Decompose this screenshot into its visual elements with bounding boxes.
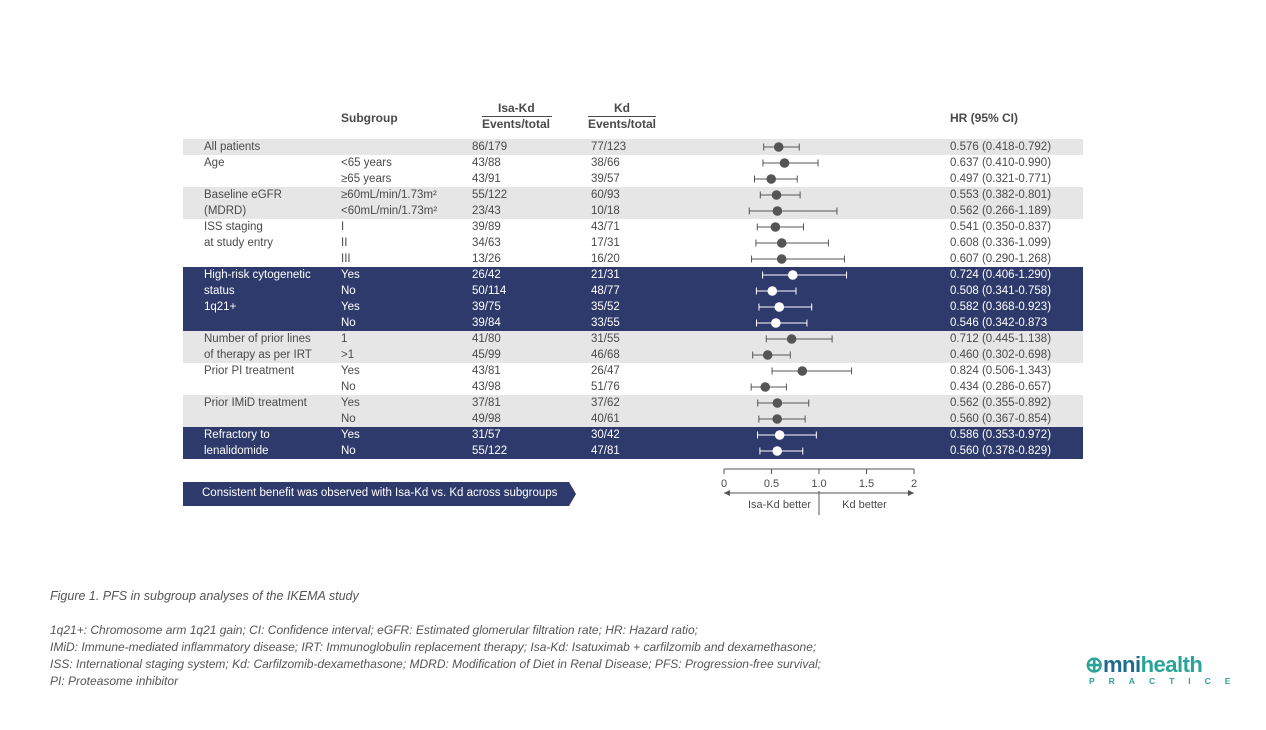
row-kd-events: 21/31 [591, 269, 620, 281]
hr-point [773, 398, 783, 408]
row-isa-events: 39/75 [472, 301, 501, 313]
table-row [183, 363, 1083, 379]
table-row [183, 235, 1083, 251]
header-isa-events: Events/total [482, 117, 551, 131]
row-hr-ci: 0.637 (0.410-0.990) [950, 157, 1052, 169]
row-hr-ci: 0.824 (0.506-1.343) [950, 365, 1052, 377]
row-label: of therapy as per IRT [204, 349, 312, 361]
ci-marker [758, 430, 817, 440]
hr-point [773, 206, 783, 216]
row-isa-events: 55/122 [472, 445, 508, 457]
row-kd-events: 16/20 [591, 253, 620, 265]
table-row [183, 251, 1083, 267]
table-row [183, 427, 1083, 443]
row-hr-ci: 0.562 (0.355-0.892) [950, 397, 1052, 409]
table-row [183, 315, 1083, 331]
hr-point [767, 286, 777, 296]
table-row [183, 171, 1083, 187]
ci-marker [766, 334, 832, 344]
footnote-line-4: PI: Proteasome inhibitor [50, 674, 179, 688]
row-isa-events: 41/80 [472, 333, 501, 345]
row-hr-ci: 0.562 (0.266-1.189) [950, 205, 1052, 217]
row-hr-ci: 0.508 (0.341-0.758) [950, 285, 1052, 297]
ci-marker [756, 286, 796, 296]
ci-marker [753, 350, 791, 360]
logo-highlight: health [1140, 652, 1203, 677]
row-label: 1q21+ [204, 301, 237, 313]
row-kd-events: 47/81 [591, 445, 620, 457]
row-kd-events: 48/77 [591, 285, 620, 297]
row-kd-events: 31/55 [591, 333, 620, 345]
row-hr-ci: 0.607 (0.290-1.268) [950, 253, 1052, 265]
row-kd-events: 30/42 [591, 429, 620, 441]
table-row [183, 267, 1083, 283]
row-isa-events: 26/42 [472, 269, 501, 281]
row-hr-ci: 0.576 (0.418-0.792) [950, 141, 1052, 153]
table-row [183, 443, 1083, 459]
hr-point [775, 430, 785, 440]
hr-point [771, 318, 781, 328]
hr-point [763, 350, 773, 360]
table-row [183, 283, 1083, 299]
ci-marker [772, 366, 852, 376]
row-subgroup: <60mL/min/1.73m² [341, 205, 438, 217]
ci-marker [752, 254, 845, 264]
omnihealth-logo [1085, 652, 1244, 686]
row-hr-ci: 0.724 (0.406-1.290) [950, 269, 1052, 281]
x-tick-label: 2 [910, 478, 918, 490]
right-direction-label: Kd better [842, 499, 887, 511]
row-hr-ci: 0.608 (0.336-1.099) [950, 237, 1052, 249]
row-isa-events: 86/179 [472, 141, 508, 153]
table-row [183, 139, 1083, 155]
row-label: Baseline eGFR [204, 189, 282, 201]
row-subgroup: Yes [341, 429, 360, 441]
logo-subtitle: PRACTICE [1089, 676, 1245, 686]
row-isa-events: 55/122 [472, 189, 508, 201]
table-row [183, 411, 1083, 427]
hr-point [777, 238, 787, 248]
row-hr-ci: 0.560 (0.367-0.854) [950, 413, 1052, 425]
row-label: All patients [204, 141, 261, 153]
row-hr-ci: 0.712 (0.445-1.138) [950, 333, 1052, 345]
table-row [183, 155, 1083, 171]
hr-point [797, 366, 807, 376]
hr-point [772, 446, 782, 456]
forest-plot [700, 139, 940, 469]
header-isa-kd: Isa-Kd [498, 101, 535, 115]
row-isa-events: 45/99 [472, 349, 501, 361]
row-hr-ci: 0.553 (0.382-0.801) [950, 189, 1052, 201]
header-hr: HR (95% CI) [950, 111, 1019, 125]
row-isa-events: 37/81 [472, 397, 501, 409]
row-subgroup: 1 [341, 333, 348, 345]
row-isa-events: 43/91 [472, 173, 501, 185]
row-subgroup: No [341, 285, 356, 297]
row-subgroup: ≥60mL/min/1.73m² [341, 189, 437, 201]
ci-marker [756, 238, 828, 248]
row-label: (MDRD) [204, 205, 247, 217]
x-tick-label: 1.0 [811, 478, 827, 490]
row-isa-events: 34/63 [472, 237, 501, 249]
row-isa-events: 39/84 [472, 317, 501, 329]
row-isa-events: 49/98 [472, 413, 501, 425]
row-subgroup: No [341, 317, 356, 329]
row-isa-events: 23/43 [472, 205, 501, 217]
ci-marker [757, 222, 803, 232]
ci-marker [759, 414, 805, 424]
x-tick-label: 1.5 [858, 478, 875, 490]
row-subgroup: Yes [341, 397, 360, 409]
hr-point [771, 222, 781, 232]
row-subgroup: No [341, 445, 356, 457]
logo-prefix: mni [1102, 652, 1141, 677]
row-kd-events: 46/68 [591, 349, 620, 361]
hr-point [787, 334, 797, 344]
row-kd-events: 17/31 [591, 237, 620, 249]
table-row [183, 219, 1083, 235]
hr-point [760, 382, 770, 392]
row-kd-events: 10/18 [591, 205, 620, 217]
ci-marker [758, 398, 809, 408]
row-subgroup: <65 years [341, 157, 392, 169]
row-subgroup: No [341, 413, 356, 425]
row-label: Prior PI treatment [204, 365, 295, 377]
footnote-line-2: IMiD: Immune-mediated inflammatory disease; IRT: Immunoglobulin replacement therapy; Isa-Kd: Isatuximab + carfilzomib and dexamethasone; [50, 640, 817, 654]
row-label: Prior IMiD treatment [204, 397, 307, 409]
table-row [183, 203, 1083, 219]
row-isa-events: 39/89 [472, 221, 501, 233]
forest-axis [700, 465, 940, 515]
ci-marker [763, 270, 847, 280]
hr-point [780, 158, 790, 168]
arrow-right-icon [908, 490, 914, 496]
row-isa-events: 13/26 [472, 253, 501, 265]
row-label: High-risk cytogenetic [204, 269, 311, 281]
row-hr-ci: 0.541 (0.350-0.837) [950, 221, 1052, 233]
row-label: Number of prior lines [204, 333, 311, 345]
table-row [183, 347, 1083, 363]
header-kd: Kd [614, 101, 630, 115]
row-label: ISS staging [204, 221, 263, 233]
row-kd-events: 43/71 [591, 221, 620, 233]
table-row [183, 187, 1083, 203]
logo-glyph-icon: ⊕ [1085, 652, 1103, 677]
ci-marker [763, 158, 818, 168]
row-hr-ci: 0.546 (0.342-0.873 [950, 317, 1048, 329]
table-row [183, 299, 1083, 315]
row-label: at study entry [204, 237, 274, 249]
row-kd-events: 33/55 [591, 317, 620, 329]
figure-caption: Figure 1. PFS in subgroup analyses of the IKEMA study [50, 589, 359, 603]
hr-point [774, 302, 784, 312]
hr-point [777, 254, 787, 264]
hr-point [766, 174, 776, 184]
row-label: status [204, 285, 235, 297]
row-kd-events: 60/93 [591, 189, 620, 201]
row-kd-events: 77/123 [591, 141, 627, 153]
arrow-left-icon [724, 490, 730, 496]
footnote-line-1: 1q21+: Chromosome arm 1q21 gain; CI: Confidence interval; eGFR: Estimated glomerular filtration rate; HR: Hazard ratio; [50, 623, 698, 637]
left-direction-label: Isa-Kd better [748, 499, 811, 511]
header-subgroup: Subgroup [341, 111, 398, 125]
table-row [183, 395, 1083, 411]
row-isa-events: 43/98 [472, 381, 501, 393]
footnote-line-3: ISS: International staging system; Kd: Carfilzomib-dexamethasone; MDRD: Modification of Diet in Renal Disease; PFS: Progression-free survival; [50, 657, 821, 671]
row-hr-ci: 0.582 (0.368-0.923) [950, 301, 1052, 313]
header-kd-events: Events/total [588, 117, 657, 131]
ci-marker [760, 446, 803, 456]
ci-marker [764, 142, 800, 152]
row-subgroup: Yes [341, 365, 360, 377]
hr-point [788, 270, 798, 280]
row-subgroup: No [341, 381, 356, 393]
row-label: lenalidomide [204, 445, 269, 457]
row-kd-events: 40/61 [591, 413, 620, 425]
table-row [183, 331, 1083, 347]
hr-point [774, 142, 784, 152]
row-kd-events: 26/47 [591, 365, 620, 377]
row-hr-ci: 0.560 (0.378-0.829) [950, 445, 1052, 457]
row-isa-events: 50/114 [472, 285, 507, 297]
row-label: Refractory to [204, 429, 270, 441]
x-tick-label: 0.5 [763, 478, 780, 490]
row-hr-ci: 0.586 (0.353-0.972) [950, 429, 1052, 441]
row-kd-events: 35/52 [591, 301, 620, 313]
row-kd-events: 38/66 [591, 157, 620, 169]
row-subgroup: Yes [341, 269, 360, 281]
summary-banner-text: Consistent benefit was observed with Isa-Kd vs. Kd across subgroups [202, 487, 558, 499]
row-subgroup: >1 [341, 349, 355, 361]
row-kd-events: 39/57 [591, 173, 620, 185]
ci-marker [754, 174, 797, 184]
row-hr-ci: 0.497 (0.321-0.771) [950, 173, 1052, 185]
table-row [183, 379, 1083, 395]
row-subgroup: II [341, 237, 348, 249]
hr-point [772, 414, 782, 424]
ci-marker [760, 190, 800, 200]
row-isa-events: 31/57 [472, 429, 501, 441]
row-subgroup: I [341, 221, 345, 233]
row-kd-events: 51/76 [591, 381, 620, 393]
row-subgroup: Yes [341, 301, 360, 313]
row-hr-ci: 0.460 (0.302-0.698) [950, 349, 1052, 361]
ci-marker [756, 318, 806, 328]
row-hr-ci: 0.434 (0.286-0.657) [950, 381, 1052, 393]
row-subgroup: III [341, 253, 351, 265]
row-label: Age [204, 157, 225, 169]
ci-marker [749, 206, 837, 216]
ci-marker [751, 382, 786, 392]
row-subgroup: ≥65 years [341, 173, 392, 185]
ci-marker [759, 302, 812, 312]
hr-point [772, 190, 782, 200]
x-tick-label: 0 [720, 478, 728, 490]
row-isa-events: 43/88 [472, 157, 501, 169]
row-kd-events: 37/62 [591, 397, 620, 409]
row-isa-events: 43/81 [472, 365, 501, 377]
